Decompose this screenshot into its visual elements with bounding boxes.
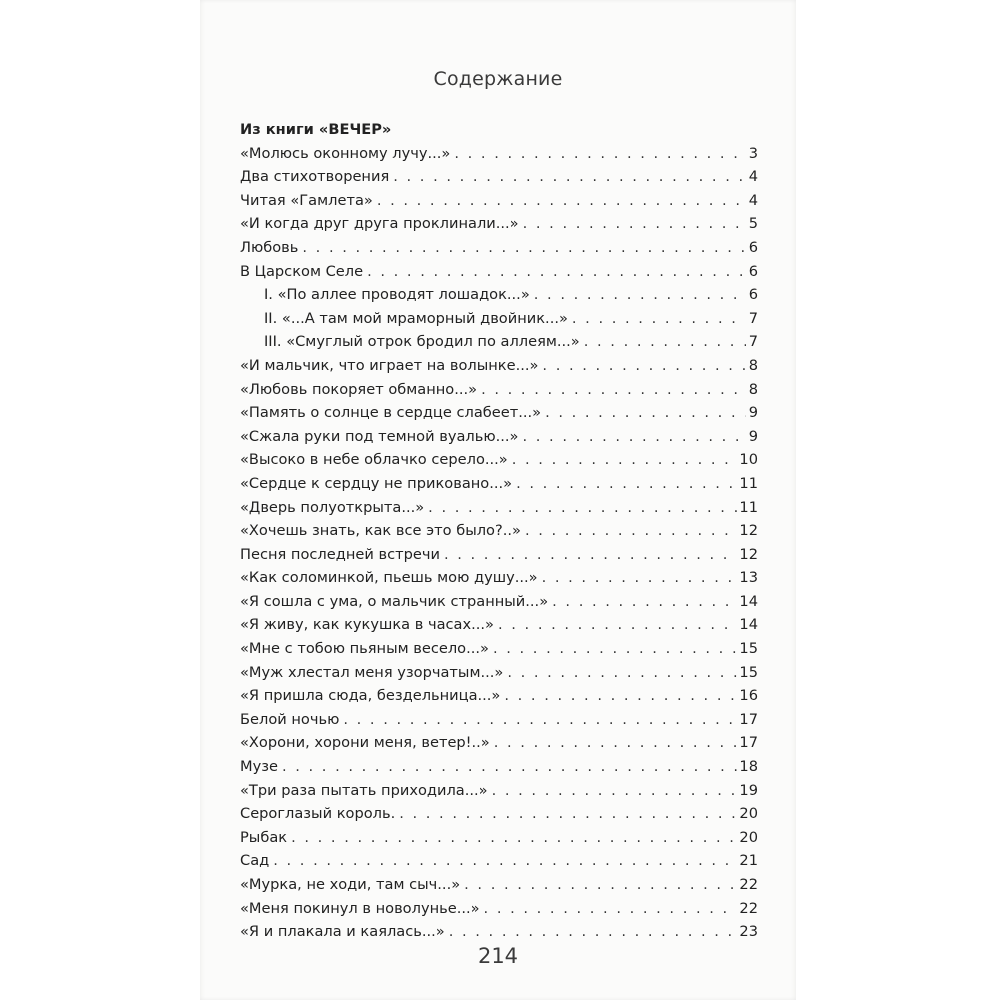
- entry-title: «И когда друг друга проклинали...»: [240, 215, 519, 233]
- entry-title: «Я пришла сюда, бездельница...»: [240, 687, 501, 705]
- dot-leader: [498, 613, 737, 637]
- dot-leader: [399, 802, 737, 826]
- toc-entry: [240, 472, 758, 496]
- dot-leader: [523, 212, 746, 236]
- entry-title: «И мальчик, что играет на волынке...»: [240, 356, 539, 374]
- entry-title: Музе: [240, 758, 278, 776]
- page-number: 214: [477, 944, 519, 968]
- dot-leader: [584, 330, 746, 354]
- toc-subentry: [240, 283, 758, 307]
- entry-title: «Сердце к сердцу не приковано...»: [240, 474, 513, 492]
- dot-leader: [282, 755, 737, 779]
- dot-leader: [393, 165, 746, 189]
- toc-entry: [240, 566, 758, 590]
- entry-title: Два стихотворения: [240, 168, 390, 186]
- entry-page-number: 22: [739, 876, 758, 893]
- dot-leader: [449, 920, 738, 944]
- table-of-contents: [240, 118, 758, 944]
- dot-leader: [464, 873, 737, 897]
- toc-entry: [240, 637, 758, 661]
- dot-leader: [494, 731, 738, 755]
- toc-entry: [240, 142, 758, 166]
- dot-leader: [481, 378, 746, 402]
- entry-page-number: 6: [748, 238, 758, 256]
- dot-leader: [525, 519, 737, 543]
- entry-title: «Меня покинул в новолунье...»: [240, 899, 480, 917]
- entry-title: «Мне с тобою пьяным весело...»: [240, 640, 489, 658]
- entry-title: II. «...А там мой мраморный двойник...»: [264, 309, 568, 327]
- dot-leader: [493, 637, 737, 661]
- toc-entry: [240, 802, 758, 826]
- dot-leader: [367, 260, 746, 284]
- toc-entry: [240, 920, 758, 944]
- toc-entry: [240, 897, 758, 921]
- entry-page-number: 14: [739, 592, 758, 610]
- entry-title: Любовь: [240, 238, 299, 256]
- entry-title: «Сжала руки под темной вуалью...»: [240, 427, 519, 445]
- entry-page-number: 6: [748, 286, 758, 304]
- entry-page-number: 8: [748, 356, 758, 374]
- entry-page-number: 4: [748, 168, 758, 186]
- toc-entry: [240, 826, 758, 850]
- entry-page-number: 17: [739, 734, 758, 752]
- entry-title: «Я и плакала и каялась...»: [240, 923, 445, 941]
- toc-entry: [240, 590, 758, 614]
- entry-title: «Высоко в небе облачко серело...»: [240, 451, 508, 469]
- entry-title: «Молюсь оконному лучу...»: [240, 144, 451, 162]
- entry-title: Сероглазый король.: [240, 805, 396, 823]
- dot-leader: [552, 590, 737, 614]
- entry-title: Рыбак: [240, 828, 288, 846]
- toc-entry: [240, 189, 758, 213]
- section-title: Из книги «ВЕЧЕР»: [240, 121, 392, 138]
- entry-page-number: 11: [739, 498, 758, 516]
- entry-title: Читая «Гамлета»: [240, 191, 373, 209]
- toc-entry: [240, 708, 758, 732]
- dot-leader: [545, 401, 746, 425]
- toc-entry: [240, 755, 758, 779]
- entry-page-number: 16: [739, 687, 758, 705]
- entry-title: I. «По аллее проводят лошадок...»: [264, 286, 530, 304]
- entry-page-number: 7: [748, 309, 758, 327]
- toc-entry: [240, 401, 758, 425]
- entry-page-number: 14: [739, 616, 758, 634]
- toc-entry: [240, 165, 758, 189]
- entry-title: Белой ночью: [240, 710, 340, 728]
- entry-page-number: 9: [748, 427, 758, 445]
- entry-title: Сад: [240, 852, 270, 870]
- entry-page-number: 23: [739, 923, 758, 941]
- dot-leader: [454, 142, 746, 166]
- entry-page-number: 22: [739, 899, 758, 917]
- entry-page-number: 15: [739, 640, 758, 658]
- toc-entry: [240, 661, 758, 685]
- toc-subentry: [240, 330, 758, 354]
- dot-leader: [302, 236, 746, 260]
- entry-title: «Память о солнце в сердце слабеет...»: [240, 404, 542, 422]
- entry-page-number: 6: [748, 262, 758, 280]
- toc-entry: [240, 873, 758, 897]
- entry-page-number: 8: [748, 380, 758, 398]
- dot-leader: [492, 779, 738, 803]
- entry-title: III. «Смуглый отрок бродил по аллеям...»: [264, 333, 580, 351]
- entry-page-number: 15: [739, 663, 758, 681]
- toc-entry: [240, 354, 758, 378]
- dot-leader: [572, 307, 746, 331]
- entry-page-number: 7: [748, 333, 758, 351]
- dot-leader: [444, 543, 737, 567]
- dot-leader: [507, 661, 737, 685]
- entry-title: «Три раза пытать приходила...»: [240, 781, 488, 799]
- entry-page-number: 10: [739, 451, 758, 469]
- entry-page-number: 19: [739, 781, 758, 799]
- entry-title: «Хорони, хорони меня, ветер!..»: [240, 734, 490, 752]
- dot-leader: [512, 448, 738, 472]
- entry-page-number: 20: [739, 805, 758, 823]
- dot-leader: [273, 849, 737, 873]
- entry-page-number: 5: [748, 215, 758, 233]
- toc-entry: [240, 543, 758, 567]
- entry-page-number: 11: [739, 474, 758, 492]
- toc-entry: [240, 212, 758, 236]
- entry-page-number: 12: [739, 545, 758, 563]
- entry-title: «Я сошла с ума, о мальчик странный...»: [240, 592, 549, 610]
- entry-page-number: 20: [739, 828, 758, 846]
- entry-page-number: 3: [748, 144, 758, 162]
- dot-leader: [291, 826, 737, 850]
- toc-entry: [240, 496, 758, 520]
- toc-entry: [240, 613, 758, 637]
- toc-entry: [240, 425, 758, 449]
- entry-page-number: 17: [739, 710, 758, 728]
- entry-title: «Я живу, как кукушка в часах...»: [240, 616, 494, 634]
- entry-title: «Хочешь знать, как все это было?..»: [240, 522, 521, 540]
- toc-entry: [240, 236, 758, 260]
- toc-subentry: [240, 307, 758, 331]
- entry-title: Песня последней встречи: [240, 545, 440, 563]
- entry-title: В Царском Селе: [240, 262, 364, 280]
- entry-title: «Дверь полуоткрыта...»: [240, 498, 425, 516]
- toc-entry: [240, 684, 758, 708]
- dot-leader: [516, 472, 737, 496]
- entry-page-number: 4: [748, 191, 758, 209]
- toc-entry: [240, 849, 758, 873]
- dot-leader: [542, 566, 738, 590]
- toc-entry: [240, 731, 758, 755]
- dot-leader: [534, 283, 746, 307]
- toc-entry: [240, 448, 758, 472]
- entry-title: «Муж хлестал меня узорчатым...»: [240, 663, 504, 681]
- entry-title: «Как соломинкой, пьешь мою душу...»: [240, 569, 538, 587]
- dot-leader: [504, 684, 737, 708]
- dot-leader: [428, 496, 737, 520]
- dot-leader: [377, 189, 746, 213]
- toc-entry: [240, 779, 758, 803]
- toc-entry: [240, 519, 758, 543]
- dot-leader: [542, 354, 746, 378]
- dot-leader: [343, 708, 737, 732]
- toc-entry: [240, 260, 758, 284]
- dot-leader: [522, 425, 746, 449]
- entry-page-number: 21: [739, 852, 758, 870]
- entry-title: «Мурка, не ходи, там сыч...»: [240, 876, 461, 893]
- entry-page-number: 9: [748, 404, 758, 422]
- toc-heading: Содержание: [433, 68, 563, 90]
- entry-page-number: 18: [739, 758, 758, 776]
- toc-entry: [240, 378, 758, 402]
- entry-page-number: 13: [739, 569, 758, 587]
- entry-page-number: 12: [739, 522, 758, 540]
- dot-leader: [484, 897, 738, 921]
- entry-title: «Любовь покоряет обманно...»: [240, 380, 478, 398]
